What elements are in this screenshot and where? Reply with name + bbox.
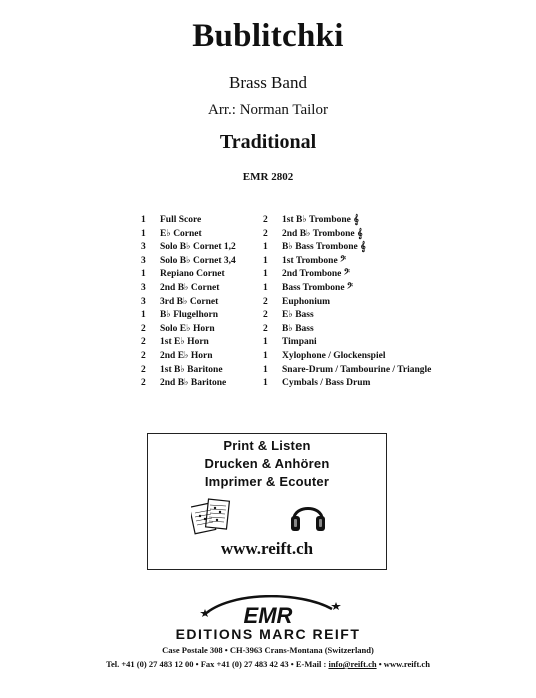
part-quantity: 1 <box>263 255 268 266</box>
part-row <box>141 377 271 391</box>
publisher-name: EDITIONS MARC REIFT <box>175 626 361 642</box>
part-row <box>263 323 483 337</box>
part-name: B♭ Bass Trombone 𝄞 <box>282 242 366 253</box>
promo-line-drucken: Drucken & Anhören <box>204 456 330 471</box>
composer-credit: Traditional <box>219 131 317 153</box>
parts-list-left <box>141 214 271 391</box>
headphones-icon <box>288 497 328 533</box>
promo-line-imprimer: Imprimer & Ecouter <box>204 474 330 489</box>
part-quantity: 2 <box>263 310 268 321</box>
part-name: Snare-Drum / Tambourine / Triangle <box>282 364 432 375</box>
part-quantity: 2 <box>141 350 146 361</box>
part-row <box>141 282 271 296</box>
website-url[interactable]: www.reift.ch <box>220 539 314 558</box>
part-row <box>141 364 271 378</box>
logo-text: EMR <box>243 603 293 627</box>
part-quantity: 2 <box>141 378 146 389</box>
emr-logo <box>190 595 346 627</box>
arranger-credit: Arr.: Norman Tailor <box>208 102 328 118</box>
contact-phone-fax: Tel. +41 (0) 27 483 12 00 • Fax +41 (0) 27 483 42 43 • E-Mail : <box>106 659 329 669</box>
part-quantity: 1 <box>263 269 268 280</box>
part-row <box>141 296 271 310</box>
part-name: E♭ Cornet <box>160 228 202 239</box>
promo-line-print-listen: Print & Listen <box>223 438 311 453</box>
part-quantity: 1 <box>263 364 268 375</box>
part-name: B♭ Flugelhorn <box>160 310 219 321</box>
part-quantity: 1 <box>263 242 268 253</box>
part-row <box>141 309 271 323</box>
part-name: 2nd B♭ Baritone <box>160 378 227 389</box>
part-quantity: 2 <box>263 296 268 307</box>
part-name: Solo B♭ Cornet 3,4 <box>160 255 236 266</box>
part-quantity: 1 <box>263 282 268 293</box>
part-name: B♭ Bass <box>282 323 314 334</box>
part-quantity: 2 <box>141 323 146 334</box>
part-name: 2nd B♭ Cornet <box>160 282 220 293</box>
part-quantity: 1 <box>141 228 146 239</box>
sheet-music-icon <box>191 496 231 536</box>
part-quantity: 1 <box>263 378 268 389</box>
part-name: Cymbals / Bass Drum <box>282 378 371 389</box>
part-name: 1st B♭ Baritone <box>160 364 223 375</box>
part-name: Bass Trombone 𝄢 <box>282 282 354 293</box>
part-quantity: 1 <box>141 215 146 225</box>
part-quantity: 3 <box>141 282 146 293</box>
part-quantity: 2 <box>141 364 146 375</box>
part-name: 2nd Trombone 𝄢 <box>282 269 350 280</box>
part-name: Xylophone / Glockenspiel <box>282 350 386 361</box>
contact-email-link[interactable]: info@reift.ch <box>328 659 377 669</box>
part-name: E♭ Bass <box>282 310 314 321</box>
part-quantity: 1 <box>141 310 146 321</box>
ensemble-subtitle: Brass Band <box>229 73 307 92</box>
part-row <box>141 268 271 282</box>
part-row <box>263 336 483 350</box>
part-row <box>263 214 483 228</box>
part-row <box>141 214 271 228</box>
part-quantity: 1 <box>263 337 268 348</box>
part-name: 2nd E♭ Horn <box>160 350 213 361</box>
part-row <box>263 377 483 391</box>
print-listen-box <box>147 433 387 570</box>
contact-website[interactable]: • www.reift.ch <box>376 659 430 669</box>
publisher-address: Case Postale 308 • CH-3963 Crans-Montana (Switzerland) <box>162 645 374 655</box>
part-row <box>263 282 483 296</box>
part-quantity: 1 <box>141 269 146 280</box>
part-name: Timpani <box>282 337 317 348</box>
part-row <box>263 350 483 364</box>
part-quantity: 3 <box>141 255 146 266</box>
part-name: 1st E♭ Horn <box>160 337 209 348</box>
part-name: Repiano Cornet <box>160 269 225 280</box>
part-quantity: 2 <box>263 215 268 225</box>
page-title: Bublitchki <box>192 18 344 54</box>
publisher-contact <box>0 659 536 669</box>
part-quantity: 3 <box>141 296 146 307</box>
part-row <box>263 255 483 269</box>
part-name: 1st Trombone 𝄢 <box>282 255 347 266</box>
parts-list-right <box>263 214 483 391</box>
part-quantity: 1 <box>263 350 268 361</box>
part-row <box>263 228 483 242</box>
part-name: Full Score <box>160 215 202 225</box>
part-quantity: 3 <box>141 242 146 253</box>
part-name: 3rd B♭ Cornet <box>160 296 219 307</box>
part-name: Euphonium <box>282 296 331 307</box>
part-name: Solo E♭ Horn <box>160 323 215 334</box>
part-name: Solo B♭ Cornet 1,2 <box>160 242 236 253</box>
part-row <box>263 268 483 282</box>
part-quantity: 2 <box>263 228 268 239</box>
part-name: 2nd B♭ Trombone 𝄞 <box>282 228 363 239</box>
part-row <box>141 241 271 255</box>
part-row <box>263 309 483 323</box>
part-name: 1st B♭ Trombone 𝄞 <box>282 215 359 225</box>
part-row <box>263 364 483 378</box>
part-quantity: 2 <box>263 323 268 334</box>
part-row <box>141 228 271 242</box>
part-row <box>263 241 483 255</box>
part-row <box>141 336 271 350</box>
part-row <box>263 296 483 310</box>
part-row <box>141 323 271 337</box>
part-quantity: 2 <box>141 337 146 348</box>
part-row <box>141 350 271 364</box>
part-row <box>141 255 271 269</box>
catalog-number: EMR 2802 <box>242 171 294 183</box>
